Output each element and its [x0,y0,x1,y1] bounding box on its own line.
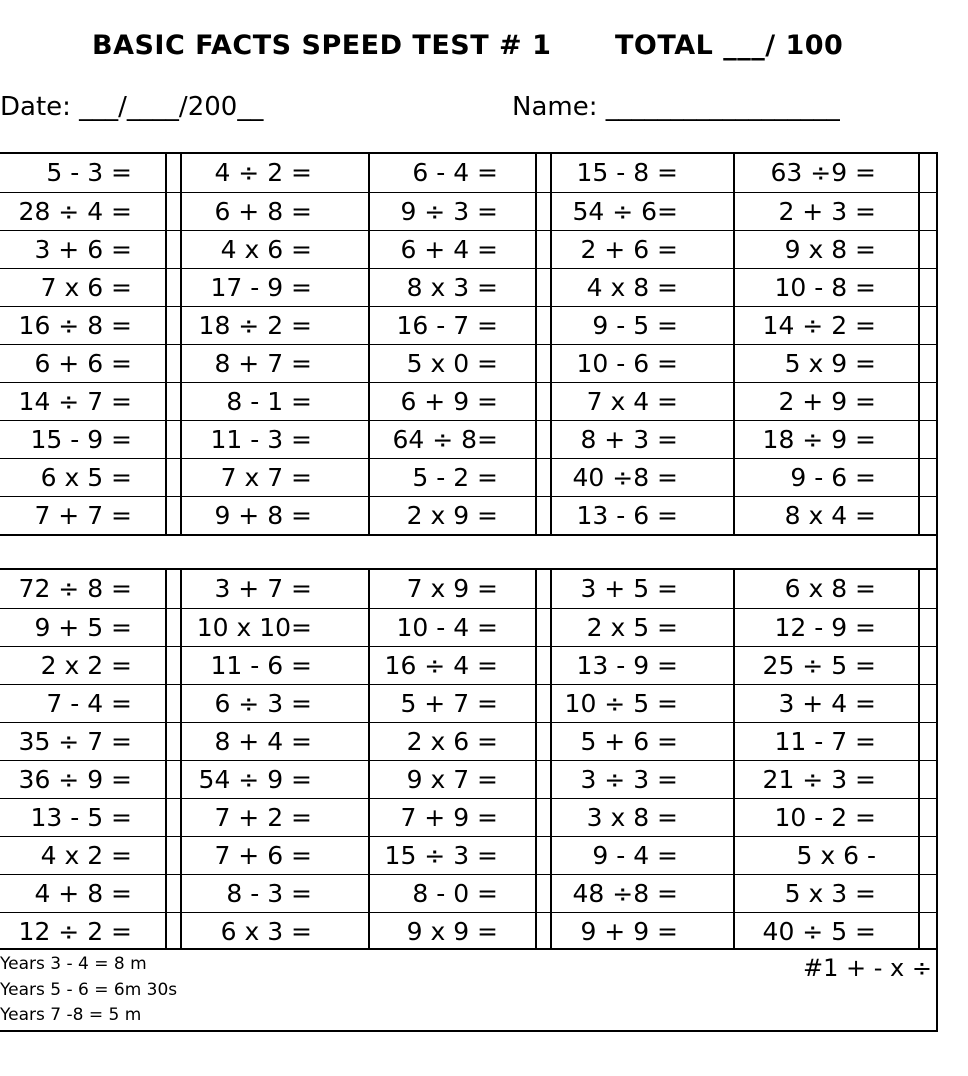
bottom-problem-r1-c2: 3 + 7 = [214,574,312,603]
top-problem-r2-c2: 6 + 8 = [214,197,312,226]
time-limit-years-3-4: Years 3 - 4 = 8 m [0,954,147,974]
top-problem-r3-c5: 9 x 8 = [784,235,876,264]
top-problem-r5-c4: 9 - 5 = [592,311,678,340]
bottom-problem-r1-c4: 3 + 5 = [580,574,678,603]
column-divider [180,570,182,950]
top-problem-r4-c1: 7 x 6 = [40,273,132,302]
bottom-problem-r9-c3: 8 - 0 = [412,879,498,908]
top-problem-r3-c4: 2 + 6 = [580,235,678,264]
top-problem-r2-c1: 28 ÷ 4 = [18,197,132,226]
table-row [0,722,936,760]
column-divider [368,570,370,950]
top-problem-r7-c5: 2 + 9 = [778,387,876,416]
bottom-problem-r8-c1: 4 x 2 = [40,841,132,870]
top-problem-r2-c4: 54 ÷ 6= [572,197,678,226]
time-limit-years-7-8: Years 7 -8 = 5 m [0,1005,142,1025]
bottom-problem-r7-c5: 10 - 2 = [774,803,876,832]
top-problem-r6-c1: 6 + 6 = [34,349,132,378]
table-row [0,684,936,722]
table-row [0,382,936,420]
bottom-problem-r5-c3: 2 x 6 = [406,727,498,756]
table-row [0,874,936,912]
bottom-problem-r2-c3: 10 - 4 = [396,613,498,642]
sheet-footer [0,948,936,1034]
bottom-problem-r6-c1: 36 ÷ 9 = [18,765,132,794]
top-problem-r10-c1: 7 + 7 = [34,501,132,530]
top-problem-r1-c2: 4 ÷ 2 = [214,158,312,187]
bottom-problem-r6-c4: 3 ÷ 3 = [580,765,678,794]
bottom-problem-r2-c4: 2 x 5 = [586,613,678,642]
table-row [0,836,936,874]
table-row [0,306,936,344]
bottom-problem-r3-c1: 2 x 2 = [40,651,132,680]
bottom-problem-r3-c4: 13 - 9 = [576,651,678,680]
top-problem-r1-c3: 6 - 4 = [412,158,498,187]
bottom-problem-r8-c3: 15 ÷ 3 = [384,841,498,870]
bottom-problem-r10-c1: 12 ÷ 2 = [18,917,132,946]
top-problem-r1-c1: 5 - 3 = [46,158,132,187]
column-divider [180,154,182,534]
top-problem-r8-c3: 64 ÷ 8= [392,425,498,454]
bottom-problem-r5-c4: 5 + 6 = [580,727,678,756]
table-row [0,420,936,458]
top-problem-r3-c1: 3 + 6 = [34,235,132,264]
bottom-problem-r9-c1: 4 + 8 = [34,879,132,908]
bottom-problem-r4-c4: 10 ÷ 5 = [564,689,678,718]
top-problem-r10-c4: 13 - 6 = [576,501,678,530]
top-problem-r8-c1: 15 - 9 = [30,425,132,454]
top-problem-r9-c1: 6 x 5 = [40,463,132,492]
top-problem-r8-c4: 8 + 3 = [580,425,678,454]
table-row [0,268,936,306]
bottom-problem-r5-c1: 35 ÷ 7 = [18,727,132,756]
total-score-line: TOTAL ___/ 100 [615,30,844,61]
column-divider [165,570,167,950]
bottom-problem-r1-c1: 72 ÷ 8 = [18,574,132,603]
table-row [0,192,936,230]
bottom-problem-r5-c5: 11 - 7 = [774,727,876,756]
column-divider [918,570,920,950]
top-problem-r7-c4: 7 x 4 = [586,387,678,416]
column-divider [733,570,735,950]
bottom-problem-r3-c3: 16 ÷ 4 = [384,651,498,680]
table-row [0,230,936,268]
bottom-problem-r3-c5: 25 ÷ 5 = [762,651,876,680]
top-problem-r5-c3: 16 - 7 = [396,311,498,340]
bottom-problem-r9-c2: 8 - 3 = [226,879,312,908]
bottom-problem-r7-c2: 7 + 2 = [214,803,312,832]
bottom-problem-r4-c1: 7 - 4 = [46,689,132,718]
top-problem-r7-c3: 6 + 9 = [400,387,498,416]
bottom-problem-r2-c2: 10 x 10= [196,613,312,642]
name-field[interactable]: Name: __________________ [512,92,840,122]
top-problem-r9-c4: 40 ÷8 = [572,463,678,492]
top-problem-r5-c1: 16 ÷ 8 = [18,311,132,340]
top-problem-r9-c2: 7 x 7 = [220,463,312,492]
top-problem-r10-c3: 2 x 9 = [406,501,498,530]
test-title: BASIC FACTS SPEED TEST # 1 [92,30,552,61]
top-problem-r10-c2: 9 + 8 = [214,501,312,530]
top-problem-r8-c2: 11 - 3 = [210,425,312,454]
column-divider [918,154,920,534]
top-problem-r6-c5: 5 x 9 = [784,349,876,378]
column-divider [535,570,537,950]
table-row [0,496,936,534]
top-problem-r10-c5: 8 x 4 = [784,501,876,530]
bottom-problem-r10-c4: 9 + 9 = [580,917,678,946]
table-row [0,344,936,382]
bottom-problem-r6-c2: 54 ÷ 9 = [198,765,312,794]
top-problem-r6-c3: 5 x 0 = [406,349,498,378]
facts-table-top [0,154,936,536]
bottom-problem-r10-c3: 9 x 9 = [406,917,498,946]
bottom-problem-r6-c5: 21 ÷ 3 = [762,765,876,794]
bottom-problem-r4-c5: 3 + 4 = [778,689,876,718]
table-row [0,154,936,192]
top-problem-r6-c4: 10 - 6 = [576,349,678,378]
bottom-problem-r4-c3: 5 + 7 = [400,689,498,718]
top-problem-r4-c2: 17 - 9 = [210,273,312,302]
top-problem-r9-c3: 5 - 2 = [412,463,498,492]
bottom-problem-r6-c3: 9 x 7 = [406,765,498,794]
top-problem-r7-c2: 8 - 1 = [226,387,312,416]
bottom-problem-r3-c2: 11 - 6 = [210,651,312,680]
bottom-problem-r2-c1: 9 + 5 = [34,613,132,642]
bottom-problem-r8-c2: 7 + 6 = [214,841,312,870]
bottom-problem-r5-c2: 8 + 4 = [214,727,312,756]
column-divider [165,154,167,534]
top-problem-r1-c5: 63 ÷9 = [770,158,876,187]
table-row [0,570,936,608]
table-row [0,760,936,798]
column-divider [535,154,537,534]
time-limit-years-5-6: Years 5 - 6 = 6m 30s [0,980,178,1000]
operations-tag: #1 + - x ÷ [803,954,932,982]
bottom-problem-r1-c5: 6 x 8 = [784,574,876,603]
top-problem-r3-c3: 6 + 4 = [400,235,498,264]
top-problem-r8-c5: 18 ÷ 9 = [762,425,876,454]
column-divider [550,570,552,950]
facts-sheet [0,152,938,1032]
top-problem-r4-c5: 10 - 8 = [774,273,876,302]
top-problem-r9-c5: 9 - 6 = [790,463,876,492]
bottom-problem-r9-c5: 5 x 3 = [784,879,876,908]
bottom-problem-r7-c4: 3 x 8 = [586,803,678,832]
top-problem-r4-c3: 8 x 3 = [406,273,498,302]
top-problem-r2-c5: 2 + 3 = [778,197,876,226]
column-divider [368,154,370,534]
table-row [0,912,936,950]
date-field[interactable]: Date: ___/____/200__ [0,92,264,122]
table-row [0,646,936,684]
column-divider [733,154,735,534]
bottom-problem-r1-c3: 7 x 9 = [406,574,498,603]
top-problem-r4-c4: 4 x 8 = [586,273,678,302]
top-problem-r7-c1: 14 ÷ 7 = [18,387,132,416]
top-problem-r5-c2: 18 ÷ 2 = [198,311,312,340]
bottom-problem-r8-c5: 5 x 6 - [796,841,876,870]
column-divider [550,154,552,534]
bottom-problem-r4-c2: 6 ÷ 3 = [214,689,312,718]
table-row [0,458,936,496]
bottom-problem-r9-c4: 48 ÷8 = [572,879,678,908]
bottom-problem-r2-c5: 12 - 9 = [774,613,876,642]
facts-table-bottom [0,568,936,950]
top-problem-r5-c5: 14 ÷ 2 = [762,311,876,340]
top-problem-r6-c2: 8 + 7 = [214,349,312,378]
table-row [0,798,936,836]
bottom-problem-r10-c5: 40 ÷ 5 = [762,917,876,946]
bottom-problem-r10-c2: 6 x 3 = [220,917,312,946]
bottom-problem-r7-c1: 13 - 5 = [30,803,132,832]
top-problem-r1-c4: 15 - 8 = [576,158,678,187]
bottom-problem-r8-c4: 9 - 4 = [592,841,678,870]
table-row [0,608,936,646]
top-problem-r2-c3: 9 ÷ 3 = [400,197,498,226]
bottom-problem-r7-c3: 7 + 9 = [400,803,498,832]
top-problem-r3-c2: 4 x 6 = [220,235,312,264]
